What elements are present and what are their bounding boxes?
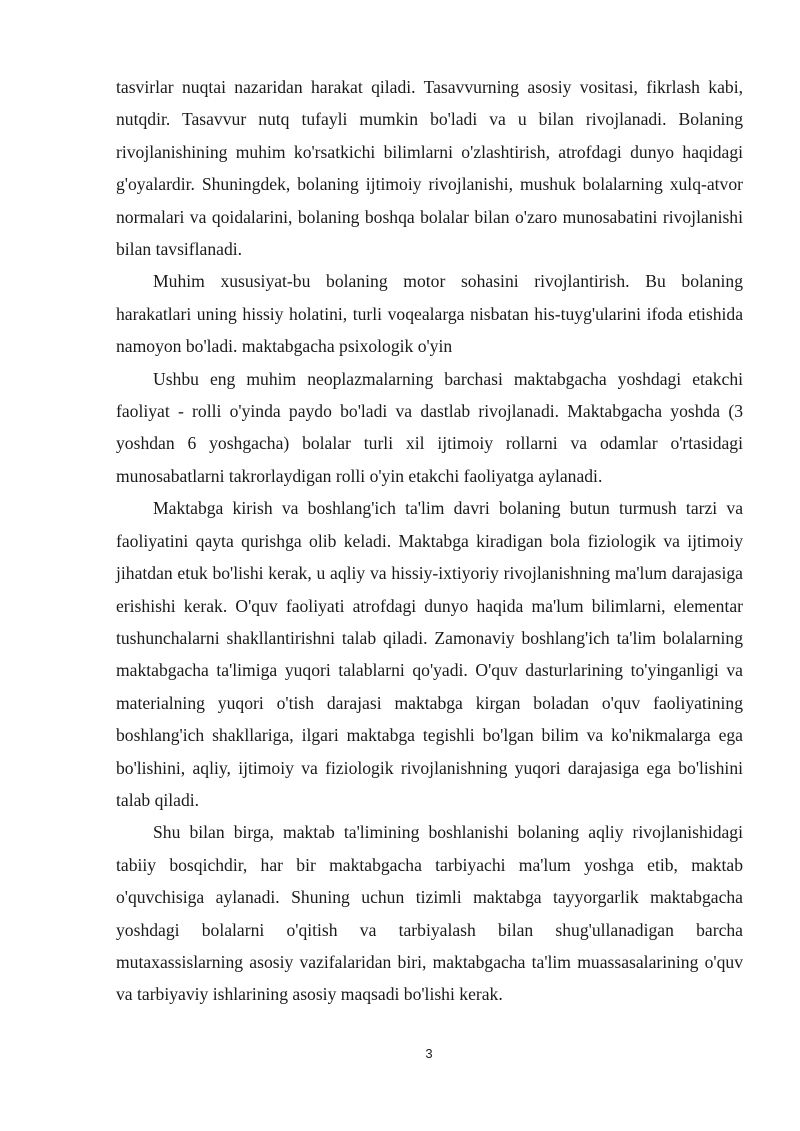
page-number: 3: [425, 1046, 433, 1061]
paragraph-2: Muhim xususiyat-bu bolaning motor sohasini rivojlantirish. Bu bolaning harakatlari uning hissiy holatini, turli voqealarga nisbatan his-tuyg'ularini ifoda etishida namoyon bo'ladi. maktabgacha psixologik o'yin: [116, 271, 743, 357]
paragraph-1: tasvirlar nuqtai nazaridan harakat qiladi. Tasavvurning asosiy vositasi, fikrlash kabi, nutqdir. Tasavvur nutq tufayli mumkin bo'ladi va u bilan rivojlanadi. Bolaning rivojlanishining muhim ko'rsatkichi bilimlarni o'zlashtirish, atrofdagi dunyo haqidagi g'oyalardir. Shuningdek, bolaning ijtimoiy rivojlanishi, mushuk bolalarning xulq-atvor normalari va qoidalarini, bolaning boshqa bolalar bilan o'zaro munosabatini rivojlanishi bilan tavsiflanadi.: [116, 77, 743, 260]
paragraph-4: Maktabga kirish va boshlang'ich ta'lim davri bolaning butun turmush tarzi va faoliyatini qayta qurishga olib keladi. Maktabga kiradigan bola fiziologik va ijtimoiy jihatdan etuk bo'lishi kerak, u aqliy va hissiy-ixtiyoriy rivojlanishning ma'lum darajasiga erishishi kerak. O'quv faoliyati atrofdagi dunyo haqida ma'lum bilimlarni, elementar tushunchalarni shakllantirishni talab qiladi. Zamonaviy boshlang'ich ta'lim bolalarning maktabgacha ta'limiga yuqori talablarni qo'yadi. O'quv dasturlarining to'yinganligi va materialning yuqori o'tish darajasi maktabga kirgan boladan o'quv faoliyatining boshlang'ich shakllariga, ilgari maktabga tegishli bo'lgan bilim va ko'nikmalarga ega bo'lishini, aqliy, ijtimoiy va fiziologik rivojlanishning yuqori darajasiga ega bo'lishini talab qiladi.: [116, 498, 743, 810]
paragraph-5: Shu bilan birga, maktab ta'limining boshlanishi bolaning aqliy rivojlanishidagi tabiiy bosqichdir, har bir maktabgacha tarbiyachi ma'lum yoshga etib, maktab o'quvchisiga aylanadi. Shuning uchun tizimli maktabga tayyorgarlik maktabgacha yoshdagi bolalarni o'qitish va tarbiyalash bilan shug'ullanadigan barcha mutaxassislarning asosiy vazifalaridan biri, maktabgacha ta'lim muassasalarining o'quv va tarbiyaviy ishlarining asosiy maqsadi bo'lishi kerak.: [116, 822, 743, 1005]
body-text: [116, 71, 743, 1011]
paragraph-3: Ushbu eng muhim neoplazmalarning barchasi maktabgacha yoshdagi etakchi faoliyat - rolli o'yinda paydo bo'ladi va dastlab rivojlanadi. Maktabgacha yoshda (3 yoshdan 6 yoshgacha) bolalar turli xil ijtimoiy rollarni va odamlar o'rtasidagi munosabatlarni takrorlaydigan rolli o'yin etakchi faoliyatga aylanadi.: [116, 368, 743, 486]
